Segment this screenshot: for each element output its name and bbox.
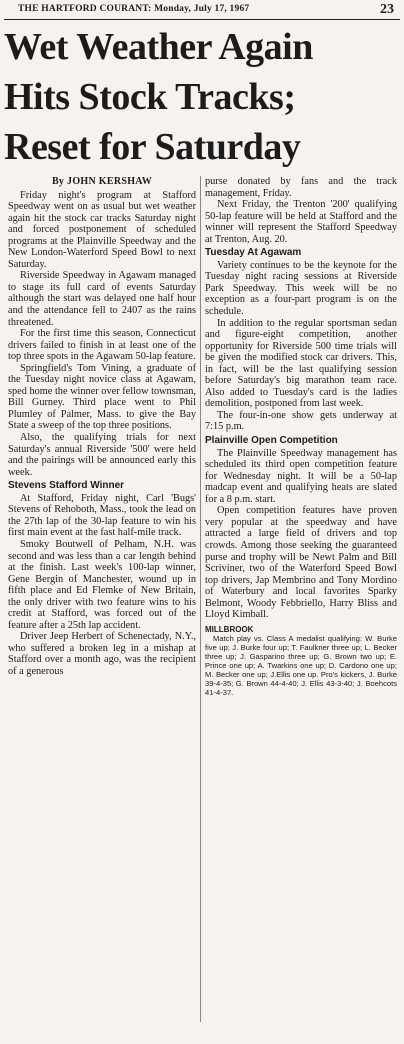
article-column-left	[8, 176, 196, 678]
subhead-plainville: Plainville Open Competition	[205, 435, 338, 447]
column-divider	[200, 176, 201, 1022]
masthead-paper-date: THE HARTFORD COURANT: Monday, July 17, 1967	[18, 4, 250, 14]
golf-results-text: Match play vs. Class A medalist qualifying: W. Burke five up; J. Burke four up; T. Faulkner three up; L. Becker three up; J. Gasparino three up; G. Brown two up; E. Prince one up; A. Twarkins one up; D. Cardono one up; M. Becker one up; J.Ellis one up. Pro's kickers, J. Burke 39-4-35; G. Brown 44-4-40; J. Ellis 43-3-40; J. Boehcots 41-4-37.	[205, 633, 397, 697]
paragraph: purse donated by fans and the track management, Friday.	[205, 176, 397, 199]
paragraph: The four-in-one show gets underway at 7:15 p.m.	[205, 409, 397, 433]
headline-line-3: Reset for Saturday	[4, 126, 301, 168]
paragraph: Springfield's Tom Vining, a graduate of the Tuesday night novice class at Agawam, sped home the winner over fellow townsman, Bill Gurney. Third place went to Phil Plumley of Palmer, Mass. to give the Bay State a sweep of the top three positions.	[8, 362, 196, 432]
paragraph: Next Friday, the Trenton '200' qualifying 50-lap feature will be held at Stafford and the winner will represent the Stafford Speedway at Trenton, Aug. 20.	[205, 199, 397, 245]
paragraph: The Plainville Speedway management has scheduled its third open competition feature for Wednesday night. It will be a 50-lap madcap event and qualifying heats are slated for a 8 p.m. start.	[205, 447, 397, 505]
paragraph: At Stafford, Friday night, Carl 'Bugs' Stevens of Rehoboth, Mass., took the lead on the 27th lap of the 30-lap feature to win his first main event at the fast half-mile track.	[8, 492, 196, 539]
headline-line-1: Wet Weather Again	[4, 26, 313, 68]
paragraph: For the first time this season, Connecticut drivers failed to finish in at least one of the top three spots in the Agawam 50-lap feature.	[8, 328, 196, 363]
paragraph: Riverside Speedway in Agawam managed to stage its full card of events Saturday although the start was delayed one half hour and the attendance fell to 2407 as the rains threatened.	[8, 270, 196, 328]
paragraph: Variety continues to be the keynote for the Tuesday night racing sessions at Riverside Park Speedway. This week will be no exception as a four-part program is on the schedule.	[205, 259, 397, 318]
subhead-stevens: Stevens Stafford Winner	[8, 480, 125, 492]
byline: By JOHN KERSHAW	[51, 176, 153, 187]
paragraph: Friday night's program at Stafford Speedway went on as usual but wet weather again hit the stock car tracks Saturday night and forced postponement of scheduled programs at the Plainville Speedway and the New London-Waterford Speed Bowl to next Saturday.	[8, 189, 196, 270]
paragraph: Open competition features have proven very popular at the speedway and have attracted a large field of drivers and top crowds. Among those seeking the guaranteed purse and trophy will be Newt Palm and Bill Scriviner, two of the Waterford Speed Bowl top drivers, Jap Membrino and Tony Mordino of Waterbury and local favorites Sparky Belmont, Woody Febbriello, Harry Bliss and Lloyd Kimball.	[205, 505, 397, 621]
article-column-right	[205, 176, 397, 697]
paragraph: Driver Jeep Herbert of Schenectady, N.Y., who suffered a broken leg in a mishap at Stafford over a month ago, was the recipient of a generous	[8, 631, 196, 677]
headline	[4, 22, 400, 172]
golf-results-label: MILLBROOK	[205, 624, 254, 634]
headline-line-2: Hits Stock Tracks;	[4, 76, 296, 118]
subhead-agawam: Tuesday At Agawam	[205, 247, 302, 259]
paragraph: In addition to the regular sportsman sedan and figure-eight competition, another opportunity for Riverside 500 time trials will be given the modified stock car drivers. This, in fact, will be the last qualifying session before Saturday's big marathon team race. Also added to Tuesday's card is the ladies demolition, postponed from last week.	[205, 317, 397, 410]
page-number: 23	[380, 2, 394, 17]
masthead	[4, 3, 400, 20]
paragraph: Also, the qualifying trials for next Saturday's annual Riverside '500' were held and the pairings will be announced early this week.	[8, 432, 196, 478]
paragraph: Smoky Boutwell of Pelham, N.H. was second and was less than a car length behind at the finish. Last week's 100-lap winner, Gene Bergin of Manchester, wound up in fifth place and Ed Flemke of New Britain, the only driver with two feature wins to his credit at Stafford, was forced out of the feature after a 25th lap accident.	[8, 538, 196, 631]
golf-results-box	[205, 625, 397, 697]
